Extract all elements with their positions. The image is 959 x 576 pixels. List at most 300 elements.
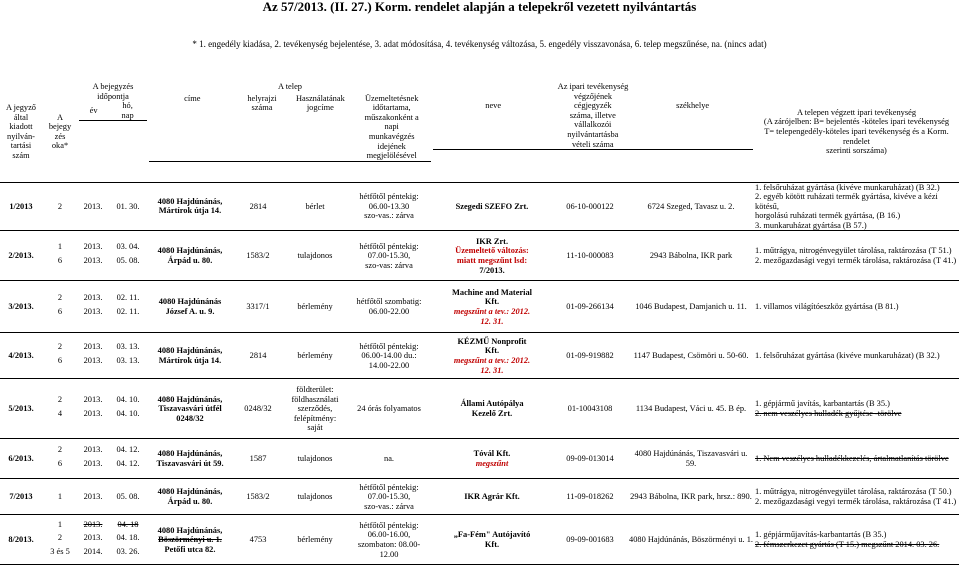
row-nev (432, 281, 552, 333)
row-nap (108, 182, 148, 231)
row-ev-line: 2013. (83, 492, 103, 502)
row-jogcim (284, 333, 346, 379)
row-tev (754, 479, 959, 515)
row-ev-line: 2013. (83, 242, 103, 252)
row-nev-line: 7/2013. (479, 265, 505, 275)
row-id (0, 231, 42, 281)
row-nap-line: 04. 10. (116, 395, 140, 405)
header-line: A telepen végzett ipari tevékenység (796, 107, 917, 117)
row-nev-line: Machine and Material (451, 287, 533, 297)
row-id (0, 479, 42, 515)
header-line: vételi száma (571, 139, 614, 149)
row-tev (754, 379, 959, 439)
row-oka-line: 2 (57, 293, 63, 303)
row-jogcim (284, 479, 346, 515)
header-line: műszakonként a (364, 112, 419, 122)
row-uzem-line: hétfőtől szombatig: (356, 297, 422, 307)
row-hrsz (232, 515, 284, 565)
row-ceg-line: 01-10043108 (567, 404, 613, 414)
row-cim (148, 515, 232, 565)
row-szekhely (628, 439, 754, 479)
row-ev (78, 281, 108, 333)
row-nev-line: megszűnt (475, 458, 509, 468)
row-oka-line: 6 (57, 355, 63, 365)
row-nap (108, 439, 148, 479)
row-uzem-line: 07.00-15.30, (367, 492, 411, 502)
row-cim-line: József A. u. 9. (165, 306, 215, 316)
row-oka-line: 3 és 5 (50, 546, 70, 556)
row-oka-line: 6 (57, 458, 63, 468)
row-szekhely (628, 479, 754, 515)
row-uzem-line: szo-vas: zárva (365, 260, 413, 270)
header-cime: címe (149, 94, 236, 162)
row-cim-line: 4080 Hajdúnánás (158, 297, 222, 307)
header-line: munkavégzés (368, 131, 415, 141)
row-oka-line: 4 (57, 408, 63, 418)
row-ev-line: 2013. (83, 355, 103, 365)
header-helyrajzi (236, 94, 289, 162)
row-jogcim-line: földterület: földhasználati szerződés, felépítmény: saját (291, 384, 339, 433)
row-ceg (552, 182, 628, 231)
row-szekhely-line: 2943 Bábolna, IKR park, hrsz.: 890. (630, 492, 752, 502)
row-tev (754, 231, 959, 281)
row-nap-line: 03. 13. (116, 355, 140, 365)
row-jogcim (284, 439, 346, 479)
row-hrsz-line: 1583/2 (246, 492, 270, 502)
row-id-line: 7/2013 (9, 492, 33, 502)
row-szekhely (628, 281, 754, 333)
row-ceg (552, 479, 628, 515)
row-nev-line: Kft. (484, 346, 500, 356)
header-line: időtartama, (372, 103, 411, 113)
row-uzem (346, 333, 432, 379)
header-line: megjelölésével (366, 151, 417, 161)
row-nev-line: IKR Zrt. (475, 236, 509, 246)
header-line: Az ipari tevékenység (557, 82, 629, 91)
row-uzem (346, 281, 432, 333)
header-line: időpontja (97, 91, 129, 101)
row-uzem-line: hétfőtől péntekig: (359, 192, 419, 202)
page-title: Az 57/2013. (II. 27.) Korm. rendelet alapján a telepekről vezetett nyilvántartás (262, 0, 697, 14)
row-cim (148, 439, 232, 479)
row-oka (42, 515, 78, 565)
row-nev (432, 231, 552, 281)
row-cim (148, 182, 232, 231)
row-cim-line: Petőfi utca 82. (164, 544, 216, 554)
row-nev-line: IKR Agrár Kft. (464, 492, 520, 502)
row-hrsz-line: 0248/32 (244, 404, 272, 414)
row-nap (108, 515, 148, 565)
row-tev-line: 3. munkaruházat gyártása (B 57.) (755, 220, 867, 230)
row-nev-line: 12. 31. (480, 365, 504, 375)
row-cim-line: Árpád u. 80. (167, 496, 213, 506)
header-line: helyrajzi (247, 93, 277, 103)
header-line: zés (54, 131, 66, 141)
row-szekhely-line: 4080 Hajdúnánás, Tiszavasvári u. 59. (634, 449, 748, 468)
row-ceg-line: 09-09-013014 (566, 454, 614, 464)
row-oka-line: 2 (57, 201, 63, 211)
header-line: nyilván- (7, 131, 35, 141)
header-ho-nap (108, 101, 147, 121)
header-ipari (432, 82, 754, 182)
row-oka-line: 2 (57, 395, 63, 405)
row-uzem (346, 515, 432, 565)
row-uzem-line: 14.00-22.00 (368, 360, 410, 370)
row-ev (78, 515, 108, 565)
row-ev-line: 2013. (83, 519, 103, 529)
table-row (0, 281, 959, 333)
row-tev-line: 2. egyéb kötött ruházati termék gyártása, kivéve a kézi kötésű, (755, 192, 938, 211)
header-line: kiadott (9, 122, 33, 132)
row-hrsz-line: 1587 (249, 454, 267, 464)
row-uzem-line: hétfőtől péntekig: (359, 241, 419, 251)
header-line: cégjegyzék (573, 101, 612, 111)
row-oka-line: 2 (57, 342, 63, 352)
row-ev (78, 439, 108, 479)
header-szekhelye: székhelye (632, 101, 753, 149)
row-uzem (346, 439, 432, 479)
table-row (0, 479, 959, 515)
row-ev-line: 2014. (83, 546, 103, 556)
row-uzem-line: szo-vas.: zárva (364, 211, 414, 221)
row-ev-line: 2013. (83, 342, 103, 352)
row-uzem (346, 379, 432, 439)
header-line: jogcíme (306, 103, 334, 113)
row-szekhely-line: 1134 Budapest, Váci u. 45. B ép. (635, 404, 747, 414)
header-line: oka* (51, 141, 69, 151)
row-tev (754, 182, 959, 231)
row-ceg (552, 333, 628, 379)
row-ceg (552, 379, 628, 439)
row-nev-line: megszűnt a tev.: 2012. (453, 306, 531, 316)
row-szekhely-line: 1147 Budapest, Csömöri u. 50-60. (633, 351, 749, 361)
row-cim-line: 4080 Hajdúnánás, (157, 246, 223, 256)
row-jogcim-line: bérlemény (297, 302, 333, 312)
row-tev-line: 1. gépjármű javítás, karbantartás (B 35.) (755, 399, 890, 409)
row-nap (108, 281, 148, 333)
row-nev-line: Üzemeltető változás: (455, 246, 529, 256)
row-uzem-line: 12.00 (379, 549, 399, 559)
row-szekhely-line: 6724 Szeged, Tavasz u. 2. (647, 201, 735, 211)
row-cim-line: Tiszavasvári útfél (158, 404, 222, 414)
header-line: Üzemeltetésnek (364, 93, 419, 103)
row-nap-line: 05. 08. (116, 492, 140, 502)
header-row (0, 82, 959, 182)
row-jogcim (284, 182, 346, 231)
header-cegjegyzek (553, 101, 632, 149)
row-id (0, 379, 42, 439)
row-jogcim-line: tulajdonos (297, 454, 333, 464)
row-tev-line: 1. Nem veszélyes hulladékkezelés, ártalmatlanítás törölve (755, 454, 949, 464)
row-hrsz-line: 1583/2 (246, 251, 270, 261)
row-ev (78, 333, 108, 379)
header-line: bejegy (48, 122, 72, 132)
row-id-line: 5/2013. (8, 404, 34, 414)
row-nev (432, 333, 552, 379)
row-ev-line: 2013. (83, 255, 103, 265)
row-nev-line: Kft. (484, 297, 500, 307)
row-nev-line: Szegedi SZEFO Zrt. (455, 201, 529, 211)
table-row (0, 515, 959, 565)
row-jogcim (284, 515, 346, 565)
row-nev-line: „Fa-Fém" Autójavító (453, 530, 531, 540)
row-id-line: 2/2013. (8, 251, 34, 261)
row-uzem-line: 06.00-13.30 (368, 201, 410, 211)
row-uzem-line: hétfőtől péntekig: (359, 520, 419, 530)
row-uzem-line: 07.00-15.30, (367, 251, 411, 261)
row-cim-line: 4080 Hajdúnánás, (157, 449, 223, 459)
row-nev (432, 182, 552, 231)
register-rows (0, 182, 959, 565)
row-nap-line: 02. 11. (116, 293, 140, 303)
row-ceg-line: 01-09-919882 (566, 351, 614, 361)
row-szekhely (628, 231, 754, 281)
row-ceg (552, 281, 628, 333)
row-tev (754, 515, 959, 565)
row-hrsz (232, 333, 284, 379)
header-idopont (78, 82, 148, 182)
header-uzemeltetes (352, 94, 431, 162)
row-ev-line: 2013. (83, 306, 103, 316)
row-cim-line: 4080 Hajdúnánás, (157, 346, 223, 356)
row-ceg-line: 06-10-000122 (566, 201, 614, 211)
row-tev (754, 281, 959, 333)
row-jogcim (284, 281, 346, 333)
row-ceg-line: 01-09-266134 (566, 302, 614, 312)
row-uzem-line: szombaton: 08.00- (357, 539, 421, 549)
row-cim-line: 4080 Hajdúnánás, (157, 525, 223, 535)
row-uzem (346, 231, 432, 281)
row-id (0, 515, 42, 565)
row-ev-line: 2013. (83, 408, 103, 418)
row-uzem (346, 479, 432, 515)
row-id-line: 6/2013. (8, 454, 34, 464)
row-hrsz (232, 182, 284, 231)
row-cim-line: 0248/32 (176, 413, 204, 423)
row-ev (78, 379, 108, 439)
header-line: vállalkozói (574, 120, 612, 130)
header-line: szám (12, 150, 30, 160)
row-oka (42, 379, 78, 439)
row-nap-line: 03. 13. (116, 342, 140, 352)
row-nap (108, 479, 148, 515)
row-cim-line: 4080 Hajdúnánás, (157, 487, 223, 497)
row-id (0, 281, 42, 333)
row-cim-line: 4080 Hajdúnánás, (157, 196, 223, 206)
header-line: A (56, 112, 64, 122)
row-cim-line: Mártírok útja 14. (158, 206, 222, 216)
header-jegyzo (0, 82, 42, 182)
row-nev (432, 379, 552, 439)
row-tev-line: 2. mezőgazdasági vegyi termék tárolása, raktározása (T 41.) (755, 255, 957, 265)
row-oka-line: 1 (57, 492, 63, 502)
row-oka (42, 333, 78, 379)
header-neve: neve (433, 101, 553, 149)
header-ev: év (79, 101, 108, 121)
register-table (0, 82, 959, 565)
row-nap-line: 04. 18. (116, 533, 140, 543)
table-row (0, 439, 959, 479)
row-id-line: 1/2013 (9, 201, 33, 211)
row-ceg (552, 231, 628, 281)
row-nap-line: 01. 30. (116, 201, 140, 211)
header-line: tartási (10, 141, 32, 151)
row-hrsz (232, 281, 284, 333)
row-nev (432, 439, 552, 479)
row-jogcim-line: bérlemény (297, 351, 333, 361)
header-line: száma (251, 103, 273, 113)
row-uzem-line: na. (384, 454, 394, 464)
header-line: által (13, 112, 29, 122)
header-line: T= telepengedély-köteles ipari tevékenység és a Korm. rendelet (764, 126, 949, 146)
row-uzem-line: 06.00-22.00 (368, 306, 410, 316)
table-row (0, 333, 959, 379)
row-tev (754, 333, 959, 379)
row-oka (42, 231, 78, 281)
row-ev-line: 2013. (83, 395, 103, 405)
row-ev-line: 2013. (83, 458, 103, 468)
row-id (0, 439, 42, 479)
row-nap-line: 04. 12. (116, 445, 140, 455)
row-szekhely (628, 333, 754, 379)
table-row (0, 182, 959, 231)
row-tev-line: horgolású ruházati termék gyártása, (B 16.) (755, 211, 901, 221)
row-cim (148, 281, 232, 333)
row-tev-line: 2. mezőgazdasági vegyi termék tárolása, raktározása (T 41.) (755, 496, 957, 506)
header-line: idejének (377, 141, 406, 151)
row-ceg-line: 11-09-018262 (566, 492, 614, 502)
row-nap-line: 04. 10. (116, 408, 140, 418)
row-cim (148, 333, 232, 379)
row-tev-line: 1. műtrágya, nitrogénvegyület tárolása, raktározása (T 50.) (755, 487, 952, 497)
row-oka (42, 182, 78, 231)
row-tev-line: 1. felsőruházat gyártása (kivéve munkaruházat) (B 32.) (755, 351, 940, 361)
row-tev-line: 2. nem veszélyes hulladék gyűjtése -törölve (755, 408, 902, 418)
row-uzem-line: hétfőtől péntekig: (359, 341, 419, 351)
row-uzem-line: szo-vas.: zárva (364, 501, 414, 511)
header-line: A jegyző (5, 102, 36, 112)
row-oka (42, 281, 78, 333)
row-szekhely (628, 182, 754, 231)
row-id (0, 333, 42, 379)
row-ceg (552, 439, 628, 479)
register-table-container (0, 82, 959, 565)
row-jogcim (284, 231, 346, 281)
row-jogcim-line: tulajdonos (297, 492, 333, 502)
header-line: (A zárójelben: B= bejelentés -köteles ipari tevékenység (763, 117, 950, 127)
row-oka-line: 6 (57, 306, 63, 316)
header-line: nyilvántartásba (567, 129, 619, 139)
row-cim-line: Tiszavasvári út 59. (156, 458, 224, 468)
row-ceg-line: 11-10-000083 (566, 251, 614, 261)
row-szekhely (628, 379, 754, 439)
row-jogcim-line: tulajdonos (297, 251, 333, 261)
row-nev-line: megszűnt a tev.: 2012. (453, 355, 531, 365)
row-hrsz (232, 379, 284, 439)
row-ev (78, 231, 108, 281)
row-cim-line: 4080 Hajdúnánás, (157, 394, 223, 404)
row-oka (42, 479, 78, 515)
row-hrsz (232, 231, 284, 281)
row-nap-line: 05. 08. (116, 255, 140, 265)
header-line: hó, (122, 101, 133, 111)
row-cim-line: Böszörményi u. 1. (158, 535, 222, 545)
row-nap (108, 333, 148, 379)
row-nev-line: miatt megszűnt lsd: (456, 255, 528, 265)
row-nev-line: Kezelő Zrt. (471, 408, 513, 418)
row-nev-line: Tóvál Kft. (473, 449, 511, 459)
row-szekhely-line: 2943 Bábolna, IKR park (649, 251, 733, 261)
row-szekhely (628, 515, 754, 565)
header-hasznalat (288, 94, 352, 162)
row-tev (754, 439, 959, 479)
row-hrsz-line: 3317/1 (246, 302, 270, 312)
row-ceg-line: 09-09-001683 (566, 535, 614, 545)
row-hrsz (232, 479, 284, 515)
header-line: Használatának (295, 93, 345, 103)
row-ev-line: 2013. (83, 533, 103, 543)
header-line: A bejegyzés (92, 82, 134, 91)
table-row (0, 231, 959, 281)
row-tev-line: 2. fémszerkezet gyártás (T 15.) megszűnt 2014. 03. 26. (755, 539, 940, 549)
row-nev-line: Kft. (484, 539, 500, 549)
row-cim-line: Mártírok útja 14. (158, 355, 222, 365)
legend-text: * 1. engedély kiadása, 2. tevékenység bejelentése, 3. adat módosítása, 4. tevékenység változása, 5. engedély visszavonása, 6. telep megszűnése, na. (nincs adat) (192, 39, 767, 49)
row-uzem-line: 24 órás folyamatos (357, 404, 421, 414)
row-tev-line: 1. villamos világítóeszköz gyártása (B 81.) (755, 302, 899, 312)
row-ev-line: 2013. (83, 445, 103, 455)
header-line: napi (384, 122, 399, 132)
row-ceg (552, 515, 628, 565)
row-cim (148, 379, 232, 439)
row-nap (108, 379, 148, 439)
header-line: szerinti sorszáma) (826, 146, 887, 156)
row-ev (78, 182, 108, 231)
header-bejegyzes-oka (42, 82, 78, 182)
row-nev (432, 515, 552, 565)
row-oka-line: 1 (57, 519, 63, 529)
row-nap-line: 04. 12. (116, 458, 140, 468)
row-nap-line: 03. 26. (116, 546, 140, 556)
row-tev-line: 1. gépjárműjavítás-karbantartás (B 35.) (755, 530, 887, 540)
row-hrsz-line: 2814 (249, 201, 267, 211)
row-id-line: 3/2013. (8, 302, 34, 312)
table-row (0, 379, 959, 439)
row-nap-line: 04. 18 (117, 519, 139, 529)
row-cim (148, 479, 232, 515)
row-nap (108, 231, 148, 281)
row-szekhely-line: 4080 Hajdúnánás, Böszörményi u. 1. (629, 535, 753, 545)
header-line: végzőjének (573, 91, 613, 101)
row-id (0, 182, 42, 231)
header-line: száma, illetve (569, 110, 616, 120)
row-oka-line: 6 (57, 255, 63, 265)
row-nap-line: 03. 04. (116, 242, 140, 252)
row-szekhely-line: 1046 Budapest, Damjanich u. 11. (635, 302, 747, 312)
row-hrsz (232, 439, 284, 479)
row-cim (148, 231, 232, 281)
row-oka (42, 439, 78, 479)
row-hrsz-line: 4753 (249, 535, 267, 545)
row-nev-line: Állami Autópálya (460, 399, 524, 409)
row-nev-line: KÉZMŰ Nonprofit (457, 336, 527, 346)
row-id-line: 4/2013. (8, 351, 34, 361)
row-oka-line: 1 (57, 242, 63, 252)
row-jogcim-line: bérlemény (297, 535, 333, 545)
row-nap-line: 02. 11. (116, 306, 140, 316)
row-uzem-line: 06.00-14.00 du.: (361, 351, 417, 361)
row-jogcim (284, 379, 346, 439)
